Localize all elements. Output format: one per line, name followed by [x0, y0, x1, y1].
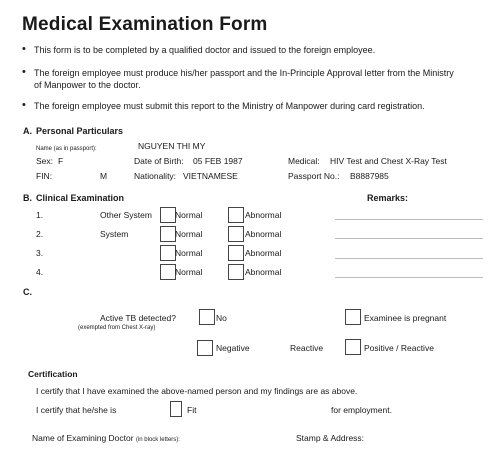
negative-checkbox[interactable] [197, 340, 213, 356]
passport-label: Passport No.: [288, 171, 340, 181]
dob-label: Date of Birth: [134, 156, 184, 166]
sex-label: Sex: [36, 156, 54, 166]
fin-label: FIN: [36, 171, 53, 181]
exam-row-system: System [100, 229, 129, 239]
instruction-2-cont: of Manpower to the doctor. [34, 80, 141, 90]
abnormal-label: Abnormal [245, 229, 282, 239]
tb-no-checkbox[interactable] [199, 309, 215, 325]
stamp-address-label: Stamp & Address: [296, 433, 365, 443]
exam-row-system: Other System [100, 210, 152, 220]
tb-note: (exempted from Chest X-ray) [78, 325, 156, 331]
exam-row-number: 2. [36, 229, 44, 239]
form-title: Medical Examination Form [22, 14, 268, 35]
medical-label: Medical: [288, 156, 320, 166]
certification-line-1: I certify that I have examined the above-named person and my findings are as above. [36, 386, 358, 396]
remarks-line[interactable] [335, 258, 483, 259]
normal-checkbox[interactable] [160, 245, 176, 261]
instruction-3: • The foreign employee must submit this report to the Ministry of Manpower during card registration. [22, 99, 425, 111]
pregnant-label: Examinee is pregnant [364, 313, 447, 323]
bullet-icon: • [22, 99, 26, 111]
normal-label: Normal [175, 210, 203, 220]
normal-checkbox[interactable] [160, 207, 176, 223]
normal-label: Normal [175, 267, 203, 277]
section-c-label: C. [23, 287, 32, 297]
remarks-line[interactable] [335, 219, 483, 220]
employment-label: for employment. [331, 405, 392, 415]
fit-checkbox[interactable] [170, 401, 182, 417]
tb-question: Active TB detected? [100, 313, 176, 323]
abnormal-checkbox[interactable] [228, 207, 244, 223]
fit-label: Fit [187, 405, 197, 415]
abnormal-label: Abnormal [245, 210, 282, 220]
remarks-heading: Remarks: [367, 193, 409, 203]
positive-checkbox[interactable] [345, 339, 361, 355]
section-a-heading: Personal Particulars [36, 126, 124, 136]
nationality-label: Nationality: [134, 171, 177, 181]
tb-no-label: No [216, 313, 227, 323]
name-label: Name (as in passport): [36, 146, 97, 152]
normal-label: Normal [175, 229, 203, 239]
remarks-line[interactable] [335, 277, 483, 278]
normal-checkbox[interactable] [160, 264, 176, 280]
bullet-icon: • [22, 66, 26, 78]
positive-label: Positive / Reactive [364, 343, 434, 353]
sex-value[interactable]: F [58, 156, 64, 166]
bullet-icon: • [22, 43, 26, 55]
abnormal-checkbox[interactable] [228, 226, 244, 242]
certification-heading: Certification [28, 369, 78, 379]
normal-label: Normal [175, 248, 203, 258]
section-b-label: B. [23, 193, 32, 203]
medical-value[interactable]: HIV Test and Chest X-Ray Test [330, 156, 447, 166]
exam-row-number: 4. [36, 267, 44, 277]
instruction-2: • The foreign employee must produce his/her passport and the In-Principle Approval letter from the Ministry [22, 66, 454, 78]
nationality-value[interactable]: VIETNAMESE [183, 171, 238, 181]
dob-value[interactable]: 05 FEB 1987 [193, 156, 243, 166]
abnormal-label: Abnormal [245, 248, 282, 258]
exam-row-number: 1. [36, 210, 44, 220]
remarks-line[interactable] [335, 238, 483, 239]
exam-row-number: 3. [36, 248, 44, 258]
instruction-1: • This form is to be completed by a qualified doctor and issued to the foreign employee. [22, 43, 376, 55]
fin-value[interactable]: M [100, 171, 108, 181]
abnormal-label: Abnormal [245, 267, 282, 277]
certification-line-2: I certify that he/she is [36, 405, 117, 415]
abnormal-checkbox[interactable] [228, 264, 244, 280]
reactive-label: Reactive [290, 343, 324, 353]
doctor-name-label: Name of Examining Doctor (in block letters): [32, 433, 180, 443]
passport-value[interactable]: B8887985 [350, 171, 389, 181]
pregnant-checkbox[interactable] [345, 309, 361, 325]
section-a-label: A. [23, 126, 32, 136]
abnormal-checkbox[interactable] [228, 245, 244, 261]
name-value[interactable]: NGUYEN THI MY [138, 141, 206, 151]
section-b-heading: Clinical Examination [36, 193, 125, 203]
negative-label: Negative [216, 343, 250, 353]
normal-checkbox[interactable] [160, 226, 176, 242]
